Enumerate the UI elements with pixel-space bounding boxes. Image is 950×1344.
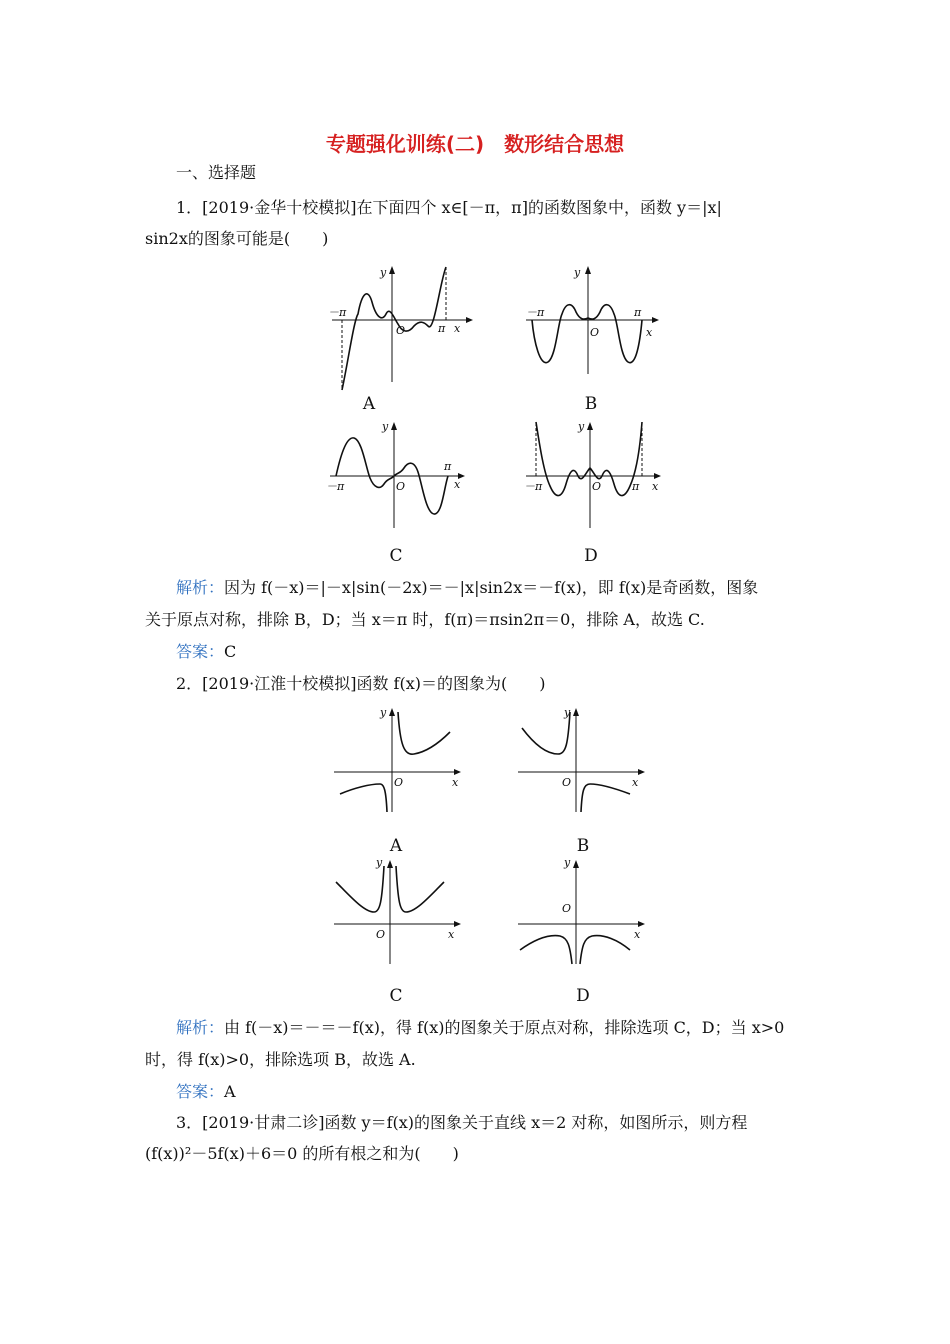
origin-label: O bbox=[396, 480, 406, 493]
q2-graph-c bbox=[330, 856, 470, 966]
axis-x-label: x bbox=[652, 480, 659, 493]
pi-label: π bbox=[634, 306, 642, 319]
q3-stem-line1: 3．[2019·甘肃二诊]函数 y＝f(x)的图象关于直线 x＝2 对称，如图所示，则方程 bbox=[176, 1113, 748, 1132]
neg-pi-label: －π bbox=[526, 306, 545, 319]
axis-x-label: x bbox=[634, 928, 641, 941]
axis-x-label: x bbox=[448, 928, 455, 941]
q1-option-d: D bbox=[584, 546, 598, 566]
origin-label: O bbox=[376, 928, 386, 941]
q1-analysis-line1 bbox=[176, 578, 758, 598]
q2-option-c: C bbox=[389, 986, 403, 1006]
q2-option-d: D bbox=[576, 986, 590, 1006]
axis-y-label: y bbox=[380, 266, 387, 279]
q2-option-b: B bbox=[576, 836, 590, 856]
section-heading: 一、选择题 bbox=[176, 163, 257, 182]
q2-analysis-line1 bbox=[176, 1018, 784, 1038]
q2-graph-d bbox=[514, 856, 654, 966]
axis-x-label: x bbox=[632, 776, 639, 789]
axis-y-label: y bbox=[564, 856, 571, 869]
axis-y-label: y bbox=[376, 856, 383, 869]
axis-y-label: y bbox=[574, 266, 581, 279]
pi-label: π bbox=[444, 460, 452, 473]
q2-answer-label: 答案： bbox=[176, 1082, 225, 1101]
origin-label: O bbox=[396, 324, 406, 337]
q1-stem-line1: 1．[2019·金华十校模拟]在下面四个 x∈[－π，π]的函数图象中，函数 y＝|x| bbox=[176, 198, 722, 217]
q1-analysis-text1: 因为 f(－x)＝|－x|sin(－2x)＝－|x|sin2x＝－f(x)，即 f(x)是奇函数，图象 bbox=[224, 578, 759, 597]
pi-label: π bbox=[438, 322, 446, 335]
q2-answer-value: A bbox=[224, 1082, 236, 1101]
q2-graph-a bbox=[330, 704, 470, 814]
origin-label: O bbox=[592, 480, 602, 493]
q1-graph-d bbox=[522, 418, 672, 548]
neg-pi-label: －π bbox=[328, 306, 347, 319]
q3-stem-line2: (f(x))²－5f(x)＋6＝0 的所有根之和为( ) bbox=[145, 1144, 459, 1163]
neg-pi-label: －π bbox=[326, 480, 345, 493]
q1-graph-a bbox=[328, 262, 478, 392]
origin-label: O bbox=[562, 776, 572, 789]
pi-label: π bbox=[632, 480, 640, 493]
axis-y-label: y bbox=[578, 420, 585, 433]
q1-graph-c bbox=[326, 418, 476, 548]
origin-label: O bbox=[562, 902, 572, 915]
axis-y-label: y bbox=[380, 706, 387, 719]
origin-label: O bbox=[394, 776, 404, 789]
q2-answer bbox=[176, 1082, 236, 1102]
axis-x-label: x bbox=[452, 776, 459, 789]
q1-answer-label: 答案： bbox=[176, 642, 225, 661]
q1-analysis-label: 解析： bbox=[176, 578, 225, 597]
origin-label: O bbox=[590, 326, 600, 339]
axis-y-label: y bbox=[564, 706, 571, 719]
q1-option-b: B bbox=[584, 394, 598, 414]
q2-analysis-label: 解析： bbox=[176, 1018, 225, 1037]
axis-x-label: x bbox=[646, 326, 653, 339]
q1-answer bbox=[176, 642, 236, 662]
q1-option-c: C bbox=[389, 546, 403, 566]
q2-analysis-line2: 时，得 f(x)>0，排除选项 B，故选 A. bbox=[145, 1050, 416, 1069]
neg-pi-label: －π bbox=[524, 480, 543, 493]
page-title: 专题强化训练(二) 数形结合思想 bbox=[325, 132, 625, 156]
axis-y-label: y bbox=[382, 420, 389, 433]
q1-analysis-line2: 关于原点对称，排除 B，D；当 x＝π 时，f(π)＝πsin2π＝0，排除 A，故选 C. bbox=[145, 610, 705, 629]
q2-graph-b bbox=[514, 704, 654, 814]
q1-stem-line2: sin2x的图象可能是( ) bbox=[145, 229, 329, 248]
q1-graph-b bbox=[522, 262, 672, 392]
q2-analysis-text1: 由 f(－x)＝－＝－f(x)，得 f(x)的图象关于原点对称，排除选项 C，D；当 x>0 bbox=[224, 1018, 785, 1037]
q2-stem-line1: 2．[2019·江淮十校模拟]函数 f(x)＝的图象为( ) bbox=[176, 674, 546, 693]
q1-option-a: A bbox=[362, 394, 376, 414]
axis-x-label: x bbox=[454, 478, 461, 491]
q1-answer-value: C bbox=[224, 642, 237, 661]
q2-option-a: A bbox=[389, 836, 403, 856]
axis-x-label: x bbox=[454, 322, 461, 335]
